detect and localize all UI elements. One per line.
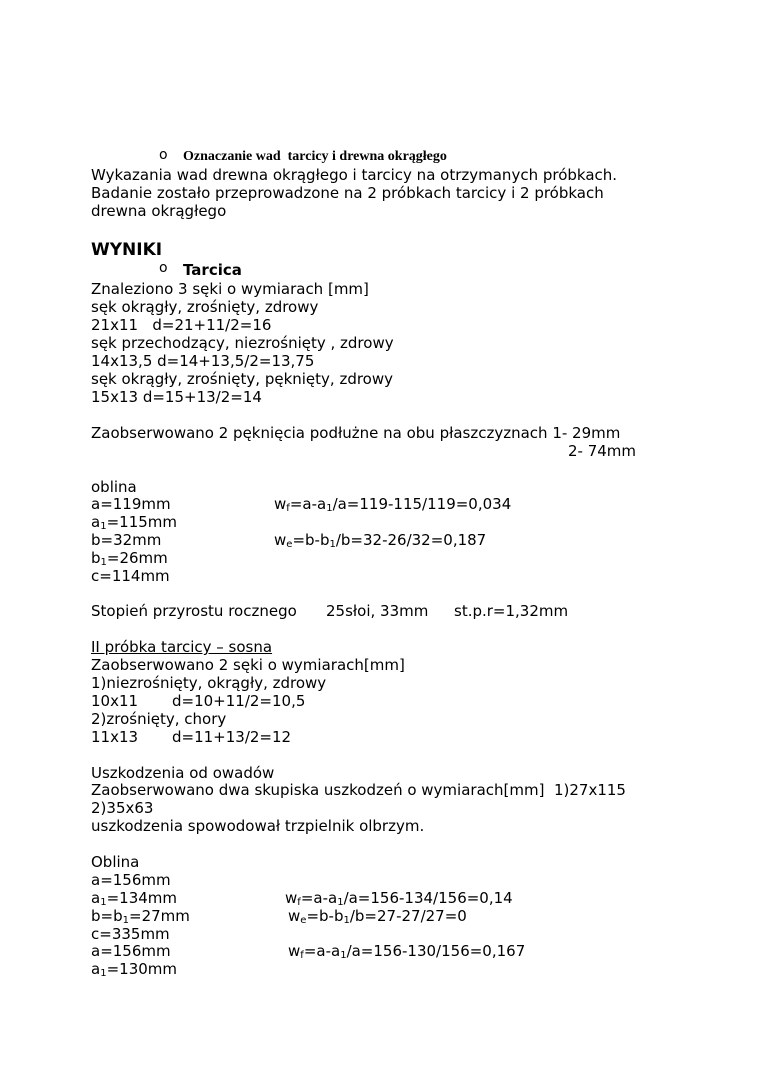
intro-paragraph-line: Wykazania wad drewna okrągłego i tarcicy na otrzymanych próbkach. [91, 166, 618, 184]
text-line: sęk przechodzący, niezrośnięty , zdrowy [91, 334, 394, 352]
subsection-heading: Tarcica [183, 261, 242, 279]
text-line: 1)niezrośnięty, okrągły, zdrowy [91, 674, 327, 692]
text-line: $a_1=115mm$ [91, 513, 178, 532]
text-line: sęk okrągły, zrośnięty, zdrowy [91, 298, 319, 316]
text-line: $b=b_1=27mm$ [91, 907, 190, 926]
text-line: 2- 74mm [568, 442, 637, 460]
text-line: a=156mm [91, 942, 171, 960]
section-heading: Oznaczanie wad tarcicy i drewna okrągłego [183, 149, 447, 164]
intro-paragraph-line: drewna okrągłego [91, 202, 227, 220]
text-line: uszkodzenia spowodował trzpielnik olbrzym. [91, 817, 425, 835]
formula-line: d=11+13/2=12 [172, 728, 292, 746]
text-line: Uszkodzenia od owadów [91, 764, 275, 782]
intro-paragraph-line: Badanie zostało przeprowadzone na 2 próbkach tarcicy i 2 próbkach [91, 184, 604, 202]
text-line: a=119mm [91, 495, 171, 513]
text-line: 15x13 d=15+13/2=14 [91, 388, 262, 406]
text-line: a=156mm [91, 871, 171, 889]
text-line: Zaobserwowano 2 pęknięcia podłużne na obu płaszczyznach 1- 29mm [91, 424, 621, 442]
text-line: Oblina [91, 853, 140, 871]
formula-line: $w_f=a-a_1/a=156-134/156=0,14$ [285, 889, 513, 908]
text-line: 2)zrośnięty, chory [91, 710, 227, 728]
bullet-marker: o [159, 147, 168, 163]
text-line: 21x11 d=21+11/2=16 [91, 316, 272, 334]
formula-line: $w_f=a-a_1/a=156-130/156=0,167$ [288, 942, 526, 961]
results-title: WYNIKI [91, 240, 163, 260]
text-line: 11x13 [91, 728, 139, 746]
text-line: c=335mm [91, 925, 170, 943]
formula-line: d=10+11/2=10,5 [172, 692, 306, 710]
formula-line: $w_e=b-b_1/b=27-27/27=0$ [288, 907, 467, 926]
sample-title: II próbka tarcicy – sosna [91, 638, 273, 656]
text-line: 14x13,5 d=14+13,5/2=13,75 [91, 352, 315, 370]
growth-label: Stopień przyrostu rocznego [91, 602, 297, 620]
text-line: oblina [91, 478, 137, 496]
text-line: $a_1=134mm$ [91, 889, 178, 908]
text-line: Zaobserwowano dwa skupiska uszkodzeń o wymiarach[mm] 1)27x115 [91, 781, 626, 799]
text-line: 10x11 [91, 692, 139, 710]
text-line: $a_1=130mm$ [91, 960, 178, 979]
text-line: b=32mm [91, 531, 162, 549]
text-line: $b_1=26mm$ [91, 549, 168, 568]
text-line: c=114mm [91, 567, 170, 585]
bullet-marker: o [159, 260, 168, 276]
formula-line: $w_f=a-a_1/a=119-115/119=0,034$ [274, 495, 512, 514]
text-line: sęk okrągły, zrośnięty, pęknięty, zdrowy [91, 370, 394, 388]
formula-line: $w_e=b-b_1/b=32-26/32=0,187$ [274, 531, 487, 550]
text-line: 2)35x63 [91, 799, 154, 817]
growth-rings: 25słoi, 33mm [326, 602, 429, 620]
growth-result: st.p.r=1,32mm [454, 602, 569, 620]
text-line: Zaobserwowano 2 sęki o wymiarach[mm] [91, 656, 405, 674]
text-line: Znaleziono 3 sęki o wymiarach [mm] [91, 280, 369, 298]
